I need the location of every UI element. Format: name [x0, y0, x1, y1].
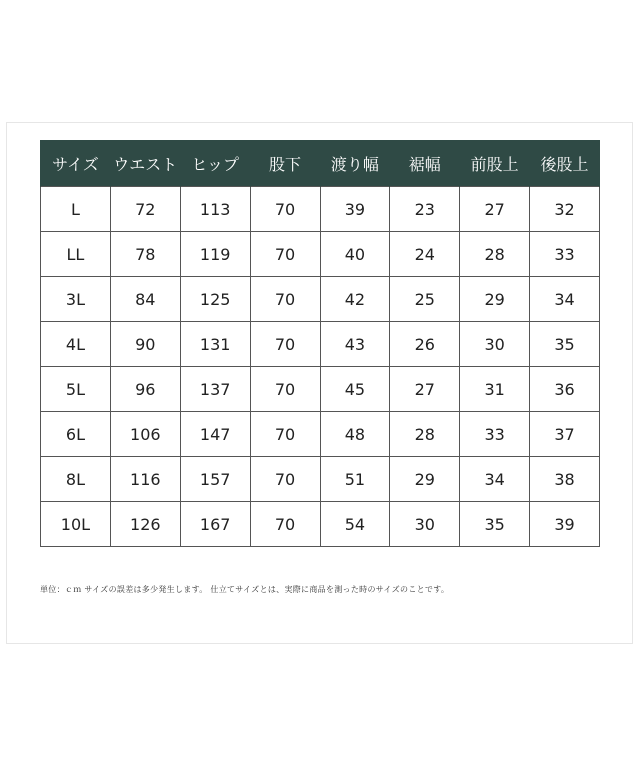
measurement-cell: 70 [250, 187, 320, 232]
measurement-cell: 51 [320, 457, 390, 502]
measurement-cell: 30 [390, 502, 460, 547]
column-header: 渡り幅 [320, 140, 390, 187]
measurement-cell: 34 [530, 277, 600, 322]
column-header: 前股上 [460, 140, 530, 187]
measurement-cell: 70 [250, 322, 320, 367]
size-cell: 6L [41, 412, 111, 457]
measurement-cell: 131 [180, 322, 250, 367]
measurement-cell: 42 [320, 277, 390, 322]
column-header: ヒップ [180, 140, 250, 187]
measurement-cell: 31 [460, 367, 530, 412]
size-cell: L [41, 187, 111, 232]
size-cell: 4L [41, 322, 111, 367]
size-cell: 3L [41, 277, 111, 322]
measurement-cell: 32 [530, 187, 600, 232]
column-header: 裾幅 [390, 140, 460, 187]
measurement-cell: 72 [110, 187, 180, 232]
measurement-cell: 29 [390, 457, 460, 502]
measurement-cell: 78 [110, 232, 180, 277]
table-header [41, 140, 600, 187]
column-header: 後股上 [530, 140, 600, 187]
table-body [41, 187, 600, 547]
measurement-cell: 35 [530, 322, 600, 367]
measurement-cell: 33 [530, 232, 600, 277]
size-cell: 5L [41, 367, 111, 412]
measurement-cell: 84 [110, 277, 180, 322]
measurement-cell: 106 [110, 412, 180, 457]
measurement-cell: 40 [320, 232, 390, 277]
size-cell: 10L [41, 502, 111, 547]
measurement-cell: 35 [460, 502, 530, 547]
column-header: 股下 [250, 140, 320, 187]
measurement-cell: 125 [180, 277, 250, 322]
measurement-cell: 167 [180, 502, 250, 547]
size-cell: LL [41, 232, 111, 277]
size-cell: 8L [41, 457, 111, 502]
table-row [41, 277, 600, 322]
size-chart-table [40, 140, 600, 547]
measurement-cell: 26 [390, 322, 460, 367]
measurement-cell: 27 [460, 187, 530, 232]
measurement-cell: 39 [530, 502, 600, 547]
measurement-cell: 90 [110, 322, 180, 367]
measurement-cell: 96 [110, 367, 180, 412]
table-row [41, 502, 600, 547]
measurement-cell: 27 [390, 367, 460, 412]
column-header: ウエスト [110, 140, 180, 187]
measurement-cell: 38 [530, 457, 600, 502]
measurement-cell: 25 [390, 277, 460, 322]
measurement-cell: 45 [320, 367, 390, 412]
table-row [41, 322, 600, 367]
measurement-cell: 137 [180, 367, 250, 412]
measurement-cell: 70 [250, 412, 320, 457]
measurement-cell: 43 [320, 322, 390, 367]
measurement-cell: 28 [390, 412, 460, 457]
measurement-cell: 157 [180, 457, 250, 502]
measurement-cell: 36 [530, 367, 600, 412]
table-row [41, 367, 600, 412]
measurement-cell: 70 [250, 502, 320, 547]
measurement-cell: 39 [320, 187, 390, 232]
measurement-cell: 70 [250, 457, 320, 502]
measurement-note: 単位：ｃｍ サイズの誤差は多少発生します。 仕立てサイズとは、実際に商品を測った時のサイズのことです。 [40, 585, 450, 594]
measurement-cell: 30 [460, 322, 530, 367]
measurement-cell: 70 [250, 277, 320, 322]
table-row [41, 232, 600, 277]
table-row [41, 457, 600, 502]
measurement-cell: 54 [320, 502, 390, 547]
column-header: サイズ [41, 140, 111, 187]
header-row [41, 140, 600, 187]
measurement-cell: 113 [180, 187, 250, 232]
measurement-cell: 34 [460, 457, 530, 502]
table-row [41, 187, 600, 232]
measurement-cell: 147 [180, 412, 250, 457]
measurement-cell: 23 [390, 187, 460, 232]
measurement-cell: 24 [390, 232, 460, 277]
measurement-cell: 70 [250, 367, 320, 412]
measurement-cell: 37 [530, 412, 600, 457]
measurement-cell: 33 [460, 412, 530, 457]
measurement-cell: 119 [180, 232, 250, 277]
measurement-cell: 28 [460, 232, 530, 277]
measurement-cell: 126 [110, 502, 180, 547]
table-row [41, 412, 600, 457]
measurement-cell: 70 [250, 232, 320, 277]
measurement-cell: 29 [460, 277, 530, 322]
measurement-cell: 116 [110, 457, 180, 502]
measurement-cell: 48 [320, 412, 390, 457]
